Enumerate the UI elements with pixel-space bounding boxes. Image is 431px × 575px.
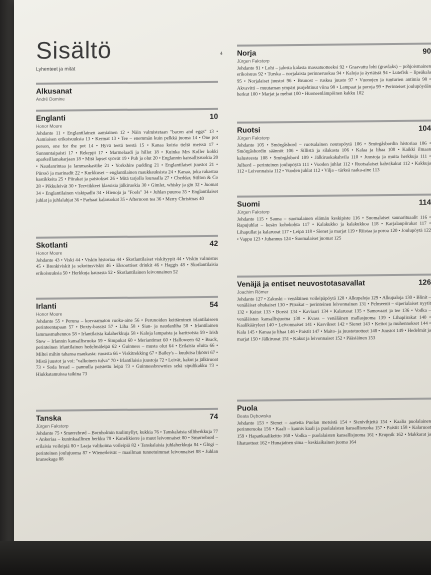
section-title: Skotlanti (36, 239, 68, 250)
section-contents: Johdanto 153 • Sienet – aarteita Puolan metsistä 154 • Sienivihjeitä 154 • Kaalia puolalainen perinneruoka 156 • Kaali – kaunis kaali ja puolalaisten kansallisruoka 157 • Paistit 158 • Kalaruoat 159 • Hapankaalikeitto 160 • Vodka – puolalaisten kansallisjuoma 161 • Krupnik 162 • Makkarat ja lihatuotteet 162 • Hunajainen sima – keskiaikainen juoma 164 (237, 419, 431, 447)
section-englanti (36, 108, 218, 205)
section-page: 10 (209, 111, 218, 121)
section-author: André Domine (36, 95, 65, 102)
section-page: 42 (209, 238, 218, 248)
section-author: Honor Moore (36, 249, 63, 256)
section-title: Irlanti (36, 301, 57, 311)
section-tanska (36, 408, 218, 465)
section-title: Ruotsi (237, 124, 261, 135)
section-venaja (237, 274, 431, 344)
section-page: 126 (418, 277, 431, 287)
abbreviations-entry: Lyhenteet ja mitat (36, 66, 76, 73)
page-number: 4 (220, 51, 223, 57)
section-author: Jürgen Fakstorp (237, 57, 270, 64)
section-irlanti (36, 296, 218, 380)
section-contents: Johdanto 105 • Smörgåsbord – ruotsalainen noutopöytä 106 • Smörgåsbordin historiaa 106 • Smörgåsbordin säännöt 106 • Sillistä ja silakasta 106 • Kalaa ja lihaa 108 • Kaikki ilmaan kalusteesta 108 • Smörgåsbord 109 • Jälkiruokakahvila 110 • Juustoja ja muita herkkuja 111 • Julbord – perinteinen joulupöytä 111 • Vuoden juhlat 112 • Ruotsalaiset kahvikakut 112 • Kakkuja 112 • Leivonnaisia 112 • Vuoden juhlat 112 • Vilja – tärkeä raaka-aine 113 (237, 141, 431, 175)
section-title: Englanti (36, 112, 66, 123)
section-title: Puola (237, 402, 258, 413)
section-author: Jürgen Fakstorp (237, 134, 270, 141)
section-author: Honor Moore (36, 310, 63, 317)
section-norja (237, 43, 431, 100)
section-title: Suomi (237, 198, 260, 209)
section-author: Beata Dębowska (237, 412, 272, 419)
section-contents: Johdanto 43 • Viski 44 • Viskin historiaa 44 • Skotlantilaiset viskityypit 44 • Viskin valmistus 45 • Brenkiviskit ja sekoitusviskit 46 • Eksoottiset drinkit 46 • Haggis 48 • Skotlantilaisia erikoisuuksia 50 • Herkkuja kaurasta 52 • Skotlantilainen leivonnainen 52 (36, 256, 218, 277)
section-page: 90 (422, 46, 431, 56)
section-contents: Johdanto 115 • Sauna – suomalainen elämän keskipiste 116 • Suomalaiset saunarituaalit 116 • Rapujuhlat – kesän kohokohta 117 • Kalakukko ja kalakukkoa 118 • Karjalanpiirakat 117 • Lihapullat ja kalaruoat 117 • Leipä 118 • Sienet ja marjat 119 • Riistaa ja poroa 120 • Joulupöytä 122 • Vappu 123 • Juhannus 124 • Suomalaiset juomat 125 (237, 215, 431, 243)
section-title: Norja (237, 47, 257, 58)
section-author: Jürgen Fakstorp (237, 208, 270, 215)
section-puola (237, 398, 431, 448)
section-contents: Johdanto 75 • Smørrebrød – Bornholmin tuulimyllyt, kukkia 76 • Tanskalaisia silliherkkuja 77 • Ankeriaa – kuninkaallinen herkku 78 • Kanelikierre ja muut leivonnaiset 80 • Smørrebrød – erilaisia voileipiä 80 • Laaja valikoima voileipiä 82 • Tanskalaisia juhlaherkkuja 84 • Glögi – perinteinen joulujuoma 87 • Wienerleivät – maailman tunnetuimmat leivonnaiset 88 • Juhlan kransekage 88 (36, 429, 218, 464)
section-author: Jürgen Fakstorp (36, 422, 69, 429)
section-author: Joachim Römer (237, 288, 269, 295)
section-page: 74 (209, 411, 218, 421)
section-contents: Johdanto 127 • Zakuski – venäläinen voileipäpöytä 128 • Alkupaloja 129 • Alkupaloja 130 • Blinit – venäläiset ohukaiset 130 • Piirakat – perinteinen leivonnainen 131 • Pelmeenit – siperialaiset nyytit 132 • Keitot 133 • Borssi 134 • Kaviaari 134 • Kalaruoat 135 • Samovaari ja tee 136 • Vodka – venäläisten kansallisjuoma 138 • Kvass – venäläinen mallasjuoma 139 • Lihapiirakat 140 • Kaalikääryleet 140 • Leivonnaiset 141 • Kasvikset 142 • Sienet 143 • Keitot ja muhennokset 144 • Kala 145 • Kanaa ja lihaa 146 • Paistit 147 • Maito- ja juustotuotteet 148 • Juustot 149 • Hedelmät ja marjat 150 • Jälkiruoat 151 • Kakut ja leivonnaiset 152 • Pääsiäinen 153 (237, 295, 431, 343)
section-page: 114 (418, 197, 431, 207)
section-page: 104 (418, 123, 431, 133)
section-skotlanti (36, 235, 218, 279)
section-author: Honor Moore (36, 122, 63, 129)
section-contents: Johdanto 91 • Lohi – jalosta kalasta massatuotteeksi 92 • Graavattu lohi (gravlaks) – pohjoismainen erikoisuus 92 • Turska – norjalaista perinneruokaa 94 • Kaloja ja äyriäisiä 94 • Lutefisk – lipeäkala 95 • Norjalaiset juustot 96 • Brunost – ruskea juusto 97 • Vuonojen ja tunturien antimia 98 • Akvavitti – muutaman ympäri purjehtinut viina 98 • Lampaat ja poroja 99 • Perinteiset joulupöydän herkut 100 • Marjat ja mehut 100 • Huoneenlämpöinen kakku 102 (237, 64, 431, 98)
section-title: Tanska (36, 413, 62, 423)
section-ruotsi (237, 120, 431, 177)
section-alkusanat (36, 81, 218, 101)
book-page (14, 0, 431, 548)
section-contents: Johdanto 11 • Englantilainen aamiainen 12 • Näin valmistetaan "bacon and eggs" 13 • Aamiaisen erikoisuuksia 13 • Kermat 13 • Tee – enemmän kuin pelkkä juoma 14 • One pot person, one for the pot 14 • Hyvä teetä teestä 15 • Kanaa koiria tieltä meissä 17 • Sunnuntaipaisti 17 • Rekeppi 17 • Marmelaadi ja hillot 18 • Kuinka Mrs Koller kokki aparkeillamakarjaan 18 • Mitä lapset syövät 19 • Pub ja olut 20 • Englannin kansallisruokia 20 • Naudanrintaa ja lammaskastike 21 • Yorkshire pudding 21 • Englantilaiset juustot 21 • Pürssö ja marinadit 22 • Kurkkuset – englantilainen maukkauksista 24 • Kanaa, joka rakastaa kastikkeita 25 • Piirakat ja paistokset 26 • Mitä tarjolla lounaalla 27 • Cheddar, Stilton & Co 28 • Pikkuleivät 30 • Teeviikkeet klassisia jälkiruokia 30 • Gimlet, whisky ja gin 32 • Juomat 34 • Englantilainen viskipadlu 34 • Hienoja ja "Fools" 34 • Juhlan puuroa 35 • Englantilaiset juhlat ja juhlalahjat 36 • Parhaat kalaruokat 35 • Afternoon tea 36 • Merry Christmas 40 (36, 129, 218, 204)
section-contents: Johdanto 55 • Peruna – korvaamaton ruoka-aine 56 • Perunoiden keittäminen irlantilaiseen perinteentapaan 57 • Boxty-bassist 57 • Liha 58 • Sian- ja naudanliha 58 • Irlantilainen lammasmuhennos 58 • Irlantilaisia kalaherkkuja 58 • Kaloja lampaista ja karitsoista 59 • Irish Stew – Irlannin kansallisruoka 59 • Simpukat 60 • Meriantimet 60 • Halloween 62 • Brack, perinteinen irlantilainen hedelmäleipä 62 • Guinness – musta olut 64 • Erilaisia oluita 66 • Miltei mihin tahansa maukasta: ruoasta 66 • Viskitrekking 67 • Bailey's – kuuluisa likööri 67 • Mistä juustot ja voi: "valkoinen tulva" 70 • Irlantilaisia juustoja 72 • Leivät, kakut ja jälkiruoat 73 • Soda bread – pannulla paistettu leipä 73 • Guinnessbrownies sekä sipulikakku 73 • Hiukkatamuissa taikina 73 (36, 317, 218, 378)
section-suomi (237, 194, 431, 244)
table-surface (0, 541, 431, 575)
section-title: Venäjä ja entiset neuvostotasavallat (237, 277, 365, 289)
section-title: Alkusanat (36, 85, 72, 96)
section-page: 54 (209, 299, 218, 309)
page-title: Sisältö (36, 36, 112, 65)
